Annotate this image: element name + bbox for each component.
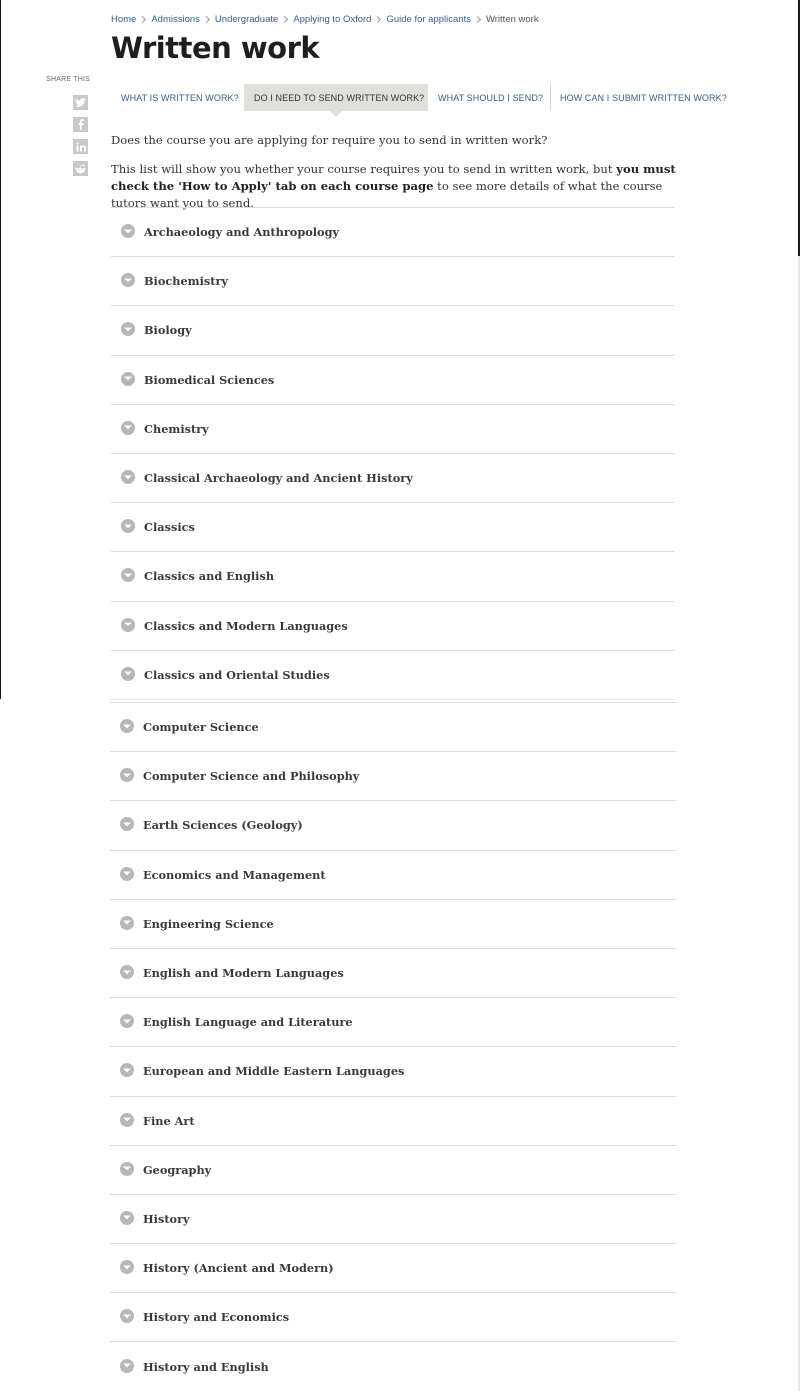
accordion-item[interactable]	[110, 949, 676, 998]
linkedin-icon[interactable]	[73, 139, 88, 154]
accordion-item[interactable]	[111, 602, 675, 651]
accordion-item-label: English and Modern Languages	[143, 966, 344, 981]
accordion-item-label: Classics and Modern Languages	[144, 618, 348, 633]
chevron-right-icon	[474, 15, 481, 22]
accordion-item-label: Engineering Science	[143, 916, 274, 931]
chevron-down-icon	[120, 1014, 134, 1028]
accordion-item-label: Geography	[143, 1162, 212, 1177]
page-title: Written work	[111, 31, 320, 65]
accordion-item[interactable]	[110, 851, 676, 900]
accordion-item[interactable]	[111, 503, 675, 552]
chevron-down-icon	[121, 273, 135, 287]
reddit-icon[interactable]	[73, 161, 88, 176]
chevron-right-icon	[281, 15, 288, 22]
accordion-item-label: Biology	[144, 323, 192, 338]
tab-how-can-i-submit[interactable]: HOW CAN I SUBMIT WRITTEN WORK?	[550, 84, 730, 111]
intro-para-bold: you must check the 'How to Apply' tab on each course page	[111, 162, 676, 193]
accordion-item-label: European and Middle Eastern Languages	[143, 1064, 405, 1079]
chevron-down-icon	[121, 372, 135, 386]
tab-what-is-written-work[interactable]: WHAT IS WRITTEN WORK?	[121, 92, 239, 103]
breadcrumb-current: Written work	[485, 13, 539, 25]
accordion-item[interactable]	[111, 306, 675, 355]
accordion-item[interactable]	[110, 1293, 676, 1342]
tab-do-i-need-to-send[interactable]: DO I NEED TO SEND WRITTEN WORK?	[244, 84, 428, 111]
chevron-down-icon	[120, 1260, 134, 1274]
intro-paragraph	[111, 161, 676, 212]
accordion-item-label: History and English	[143, 1359, 269, 1374]
chevron-down-icon	[120, 1309, 134, 1323]
accordion-item[interactable]	[111, 454, 675, 503]
chevron-down-icon	[120, 1211, 134, 1225]
accordion-item-label: Computer Science	[143, 720, 259, 735]
chevron-down-icon	[121, 568, 135, 582]
accordion-item-label: Biochemistry	[144, 274, 228, 289]
accordion-item[interactable]	[110, 1097, 676, 1146]
breadcrumb	[111, 12, 539, 26]
intro-para-start: This list will show you whether your course requires you to send in written work, but	[111, 162, 617, 176]
share-label: SHARE THIS	[46, 76, 90, 83]
accordion-item-label: Computer Science and Philosophy	[143, 769, 360, 784]
intro-question: Does the course you are applying for require you to send in written work?	[111, 133, 548, 147]
chevron-down-icon	[120, 965, 134, 979]
frame-border-left	[0, 0, 1, 699]
twitter-icon[interactable]	[73, 95, 88, 110]
chevron-down-icon	[120, 817, 134, 831]
chevron-down-icon	[121, 421, 135, 435]
chevron-down-icon	[120, 719, 134, 733]
accordion-item[interactable]	[110, 1244, 676, 1293]
accordion-item-label: Classical Archaeology and Ancient History	[144, 471, 413, 486]
accordion-item-label: History	[143, 1211, 190, 1226]
chevron-down-icon	[120, 867, 134, 881]
chevron-down-icon	[121, 224, 135, 238]
facebook-icon[interactable]	[73, 117, 88, 132]
accordion-item[interactable]	[110, 1342, 676, 1391]
course-accordion-group-2	[110, 702, 676, 1391]
accordion-item[interactable]	[111, 552, 675, 601]
accordion-item-label: Classics and English	[144, 569, 275, 584]
tab-what-should-i-send[interactable]: WHAT SHOULD I SEND?	[438, 92, 544, 103]
accordion-item[interactable]	[110, 998, 676, 1047]
accordion-item[interactable]	[110, 1047, 676, 1096]
accordion-item[interactable]	[110, 1146, 676, 1195]
accordion-item[interactable]	[110, 801, 676, 850]
accordion-item[interactable]	[110, 900, 676, 949]
course-accordion-group-1	[111, 207, 675, 700]
chevron-down-icon	[121, 322, 135, 336]
chevron-down-icon	[120, 768, 134, 782]
accordion-item[interactable]	[110, 1195, 676, 1244]
intro-para-end: to see more details of what the course tutors want you to send.	[111, 179, 663, 210]
accordion-item-label: Classics	[144, 520, 195, 535]
accordion-item-label: Biomedical Sciences	[144, 372, 275, 387]
accordion-item-label: Economics and Management	[143, 867, 326, 882]
accordion-item-label: Earth Sciences (Geology)	[143, 818, 303, 833]
accordion-item[interactable]	[111, 651, 675, 700]
chevron-right-icon	[374, 15, 381, 22]
breadcrumb-admissions[interactable]: Admissions	[151, 13, 200, 25]
chevron-down-icon	[121, 519, 135, 533]
accordion-item-label: History and Economics	[143, 1310, 290, 1325]
breadcrumb-home[interactable]: Home	[111, 13, 137, 25]
breadcrumb-undergraduate[interactable]: Undergraduate	[214, 13, 279, 25]
accordion-item[interactable]	[111, 405, 675, 454]
chevron-right-icon	[203, 15, 210, 22]
accordion-item-label: Fine Art	[143, 1113, 195, 1128]
accordion-item[interactable]	[110, 703, 676, 752]
chevron-down-icon	[120, 1063, 134, 1077]
tab-bar	[111, 84, 730, 111]
chevron-down-icon	[120, 1113, 134, 1127]
accordion-item[interactable]	[111, 257, 675, 306]
chevron-down-icon	[120, 1162, 134, 1176]
chevron-down-icon	[120, 1359, 134, 1373]
breadcrumb-applying[interactable]: Applying to Oxford	[293, 13, 372, 25]
breadcrumb-guide[interactable]: Guide for applicants	[386, 13, 471, 25]
accordion-item-label: Chemistry	[144, 421, 209, 436]
chevron-down-icon	[121, 470, 135, 484]
chevron-down-icon	[121, 667, 135, 681]
chevron-down-icon	[121, 618, 135, 632]
chevron-down-icon	[120, 916, 134, 930]
accordion-item[interactable]	[111, 208, 675, 257]
accordion-item[interactable]	[111, 356, 675, 405]
share-panel	[40, 76, 90, 91]
chevron-right-icon	[139, 15, 146, 22]
accordion-item[interactable]	[110, 752, 676, 801]
accordion-item-label: English Language and Literature	[143, 1015, 353, 1030]
accordion-item-label: Archaeology and Anthropology	[144, 225, 340, 240]
accordion-item-label: History (Ancient and Modern)	[143, 1261, 334, 1276]
accordion-item-label: Classics and Oriental Studies	[144, 667, 330, 682]
